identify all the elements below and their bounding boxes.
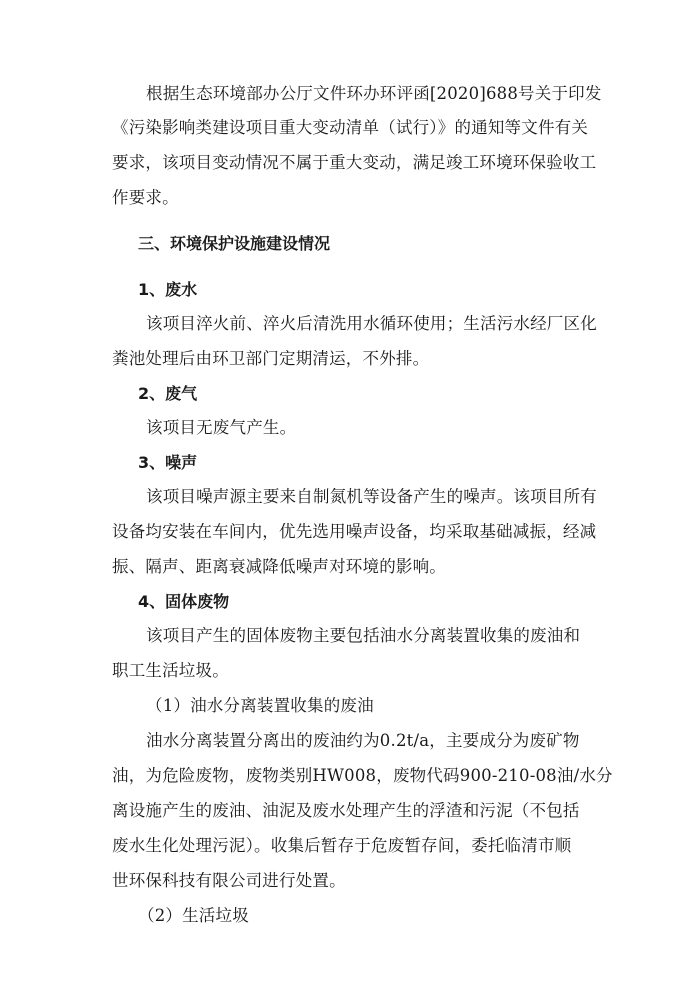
solid-sub1-line-1: 油水分离装置分离出的废油约为0.2t/a，主要成分为废矿物 xyxy=(146,731,580,750)
wastewater-line-2: 粪池处理后由环卫部门定期清运，不外排。 xyxy=(112,349,430,368)
solid-sub1-line-4: 废水生化处理污泥）。收集后暂存于危废暂存间，委托临清市顺 xyxy=(112,836,572,855)
exhaust-heading: 2、废气 xyxy=(138,384,198,403)
noise-line-1: 该项目噪声源主要来自制氮机等设备产生的噪声。该项目所有 xyxy=(146,487,597,506)
solid-sub1-line-2: 油，为危险废物，废物类别HW008，废物代码900-210-08油/水分 xyxy=(112,766,613,785)
solid-heading: 4、固体废物 xyxy=(138,592,230,611)
solid-line-2: 职工生活垃圾。 xyxy=(112,661,229,680)
solid-line-1: 该项目产生的固体废物主要包括油水分离装置收集的废油和 xyxy=(146,626,581,645)
section-title: 三、环境保护设施建设情况 xyxy=(138,234,331,253)
wastewater-line-1: 该项目淬火前、淬火后清洗用水循环使用；生活污水经厂区化 xyxy=(146,314,597,333)
solid-sub2-title: （2）生活垃圾 xyxy=(138,906,249,925)
solid-sub1-line-3: 离设施产生的废油、油泥及废水处理产生的浮渣和污泥（不包括 xyxy=(112,801,580,820)
solid-sub1-line-5: 世环保科技有限公司进行处置。 xyxy=(112,871,346,890)
noise-line-3: 振、隔声、距离衰减降低噪声对环境的影响。 xyxy=(112,557,446,576)
wastewater-heading: 1、废水 xyxy=(138,280,198,299)
intro-line-3: 要求，该项目变动情况不属于重大变动，满足竣工环境环保验收工 xyxy=(112,153,597,172)
noise-line-2: 设备均安装在车间内，优先选用噪声设备，均采取基础减振，经减 xyxy=(112,522,597,541)
intro-line-2: 《污染影响类建设项目重大变动清单（试行）》的通知等文件有关 xyxy=(112,118,589,137)
noise-heading: 3、噪声 xyxy=(138,453,198,472)
exhaust-line-1: 该项目无废气产生。 xyxy=(146,418,297,437)
intro-line-1: 根据生态环境部办公厅文件环办环评函[2020]688号关于印发 xyxy=(146,84,602,103)
intro-paragraph xyxy=(112,84,614,208)
intro-line-4: 作要求。 xyxy=(112,188,179,207)
solid-sub1-title: （1）油水分离装置收集的废油 xyxy=(146,696,374,715)
